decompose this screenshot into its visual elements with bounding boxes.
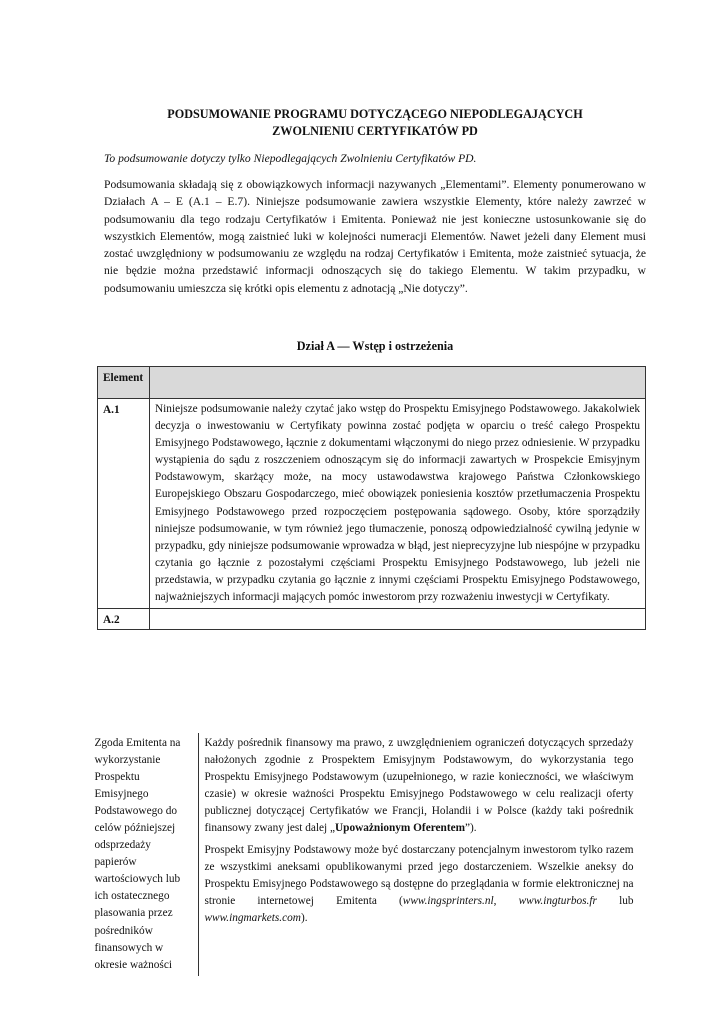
table-header-row — [98, 367, 646, 399]
element-name-a2: Zgoda Emitenta na wykorzystanie Prospektu Emisyjnego Podstawowego do celów późniejszej odsprzedaży papierów wartościowych lub ich ostatecznego plasowania przez pośredników finansowych w okresie ważności — [91, 733, 199, 976]
a2-paragraph-1 — [205, 735, 634, 838]
authorized-offeror-term: Upoważnionym Oferentem — [335, 821, 466, 834]
element-text-a1: Niniejsze podsumowanie należy czytać jako wstęp do Prospektu Emisyjnego Podstawowego. Jakakolwiek decyzja o inwestowaniu w Certyfikaty powinna zostać podjęta w oparciu o treść całego Prospektu Emisyjnego Podstawowego, łącznie z dokumentami włączonymi do niego przez odniesienie. W przypadku wystąpienia do sądu z roszczeniem odnoszącym się do informacji zawartych w Prospekcie Emisyjnym Podstawowym, skarżący może, na mocy ustawodawstwa krajowego Państwa Członkowskiego Europejskiego Obszaru Gospodarczego, mieć obowiązek poniesienia kosztów przetłumaczenia Prospektu Emisyjnego Podstawowego przed rozpoczęciem postępowania sądowego. Osoby, które sporządziły niniejsze podsumowanie, w tym również jego tłumaczenie, ponoszą odpowiedzialność cywilną jedynie w przypadku, gdy niniejsze podsumowanie wprowadza w błąd, jest nieprecyzyjne lub niespójne w przypadku czytania go łącznie z pozostałymi częściami Prospektu Emisyjnego Podstawowego, lub jeżeli nie przedstawia, w przypadku czytania go łącznie z innymi częściami Prospektu Emisyjnego Podstawowego, najważniejszych informacji mających pomóc inwestorom przy rozważeniu inwestycji w Certyfikaty. — [150, 399, 646, 609]
a2-para2-text: Prospekt Emisyjny Podstawowy może być dostarczany potencjalnym inwestorom tylko razem ze wszystkimi aneksami opublikowanymi przed jego dostarczeniem. Wszelkie aneksy do Prospektu Emisyjnego Podstawowego są dostępne do przeglądania w formie elektronicznej na stronie internetowej Emitenta ( — [204, 844, 634, 908]
document-title — [104, 106, 646, 140]
intro-paragraph: Podsumowania składają się z obowiązkowych informacji nazywanych „Elementami”. Elementy ponumerowano w Działach A – E (A.1 – E.7). Niniejsze podsumowanie zawiera wszystkie Elementy, które należy zawrzeć w podsumowaniu dla tego rodzaju Certyfikatów i Emitenta. Ponieważ nie jest konieczne ustosunkowanie się do wszystkich Elementów, mogą zaistnieć luki w kolejności numeracji Elementów. Nawet jeżeli dany Element musi zostać uwzględniony w podsumowaniu ze względu na rodzaj Certyfikatów i Emitenta, może zaistnieć sytuacja, że nie będzie można przedstawić informacji odnoszących się do takiego Elementu. W takim przypadku, w podsumowaniu umieszcza się krótki opis elementu z adnotacją „Nie dotyczy”. — [104, 178, 646, 295]
section-a-heading: Dział A — Wstęp i ostrzeżenia — [296, 339, 454, 353]
title-line-2: ZWOLNIENIU CERTYFIKATÓW PD — [272, 124, 478, 138]
element-id-a2: A.2 — [98, 609, 150, 630]
table-row-a2 — [98, 609, 646, 630]
section-a-table — [94, 366, 646, 971]
a2-para2-end: ). — [300, 912, 308, 925]
a2-inner-table — [91, 733, 639, 976]
website-link-ingmarkets[interactable]: www.ingmarkets.com — [204, 912, 301, 925]
website-link-ingsprinters[interactable]: www.ingsprinters.nl — [402, 895, 494, 908]
a2-para1-end: ”). — [465, 821, 477, 834]
element-text-a2 — [198, 733, 639, 976]
a2-para1-text: Każdy pośrednik finansowy ma prawo, z uwzględnieniem ograniczeń dotyczących sprzedaży nałożonych zgodnie z Prospektem Emisyjnym Podstawowym, do wykorzystania tego Prospektu Emisyjnego Podstawowym (uzupełnionego, w razie konieczności, we właściwym czasie) w okresie ważności Prospektu Emisyjnego Podstawowego w celu realizacji oferty publicznej dotyczącej Certyfikatów we Francji, Holandii i w Polsce (każdy taki pośrednik finansowy zwany jest dalej „ — [204, 736, 634, 834]
link-separator-2: lub — [596, 895, 634, 908]
table-row-a1 — [98, 399, 646, 609]
element-column-header: Element — [98, 367, 150, 399]
website-link-ingturbos[interactable]: www.ingturbos.fr — [518, 895, 597, 908]
element-id-a1: A.1 — [98, 399, 150, 609]
a2-paragraph-2 — [205, 842, 634, 927]
link-separator-1: , — [493, 895, 519, 908]
scope-note: To podsumowanie dotyczy tylko Niepodlegających Zwolnieniu Certyfikatów PD. — [104, 152, 477, 165]
empty-header-cell — [150, 367, 646, 399]
title-line-1: PODSUMOWANIE PROGRAMU DOTYCZĄCEGO NIEPODLEGAJĄCYCH — [167, 107, 583, 121]
